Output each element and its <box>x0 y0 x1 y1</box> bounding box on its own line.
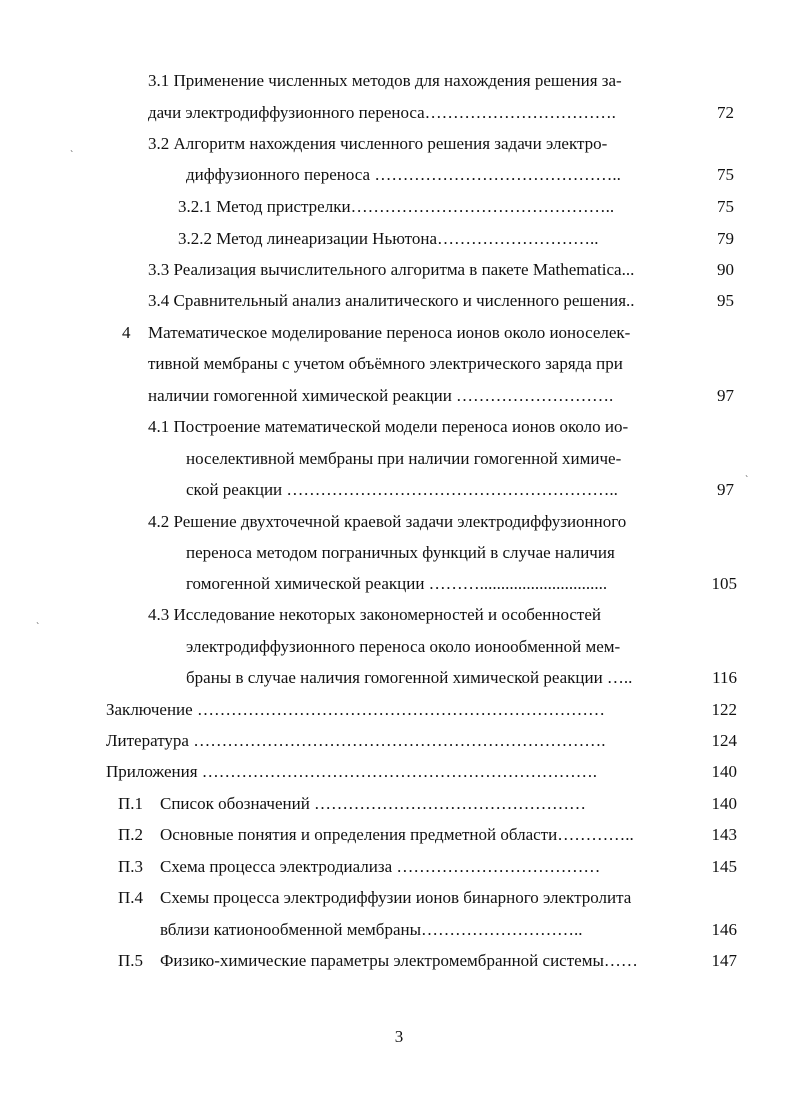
toc-entry-line: 3.3 Реализация вычислительного алгоритма в пакете Mathematica... <box>148 260 635 279</box>
toc-entry-line: Список обозначений ………………………………………… <box>160 794 587 813</box>
toc-entry-line: тивной мембраны с учетом объёмного электрического заряда при <box>148 354 623 373</box>
toc-page-number: 72 <box>717 103 734 122</box>
toc-entry-line: Основные понятия и определения предметной области………….. <box>160 825 634 844</box>
toc-page-number: 145 <box>711 857 737 876</box>
toc-page-number: 116 <box>712 668 737 687</box>
toc-page-number: 95 <box>717 291 734 310</box>
toc-entry-line: гомогенной химической реакции ……….............................. <box>186 574 608 593</box>
toc-appendix-number: П.4 <box>118 888 144 907</box>
toc-page-number: 90 <box>717 260 734 279</box>
toc-entry-line: ской реакции ………………………………………………….. <box>186 480 618 499</box>
toc-page-number: 75 <box>717 165 734 184</box>
toc-entry-line: 4.3 Исследование некоторых закономерностей и особенностей <box>148 605 601 624</box>
toc-page-number: 122 <box>711 700 737 719</box>
toc-entry-line: переноса методом пограничных функций в случае наличия <box>186 543 615 562</box>
toc-appendix-number: П.2 <box>118 825 144 844</box>
toc-entry-line: Физико-химические параметры электромембранной системы…… <box>160 951 638 970</box>
toc-appendix-number: П.1 <box>118 794 144 813</box>
toc-entry-line: Схема процесса электродиализа ……………………………… <box>160 857 601 876</box>
toc-entry-line: вблизи катионообменной мембраны……………………….. <box>160 920 583 939</box>
toc-page-number: 124 <box>711 731 737 750</box>
scan-speck: ˋ <box>36 622 40 633</box>
toc-entry-line: 3.2.2 Метод линеаризации Ньютона……………………….. <box>178 229 599 248</box>
toc-entry-line: Математическое моделирование переноса ионов около ионоселек- <box>148 323 631 342</box>
toc-entry-line: 4.1 Построение математической модели переноса ионов около ио- <box>148 417 629 436</box>
toc-entry-line: наличии гомогенной химической реакции ………………………. <box>148 386 614 405</box>
toc-entry-line: носелективной мембраны при наличии гомогенной химиче- <box>186 449 622 468</box>
toc-page-number: 75 <box>717 197 734 216</box>
toc-entry-line: браны в случае наличия гомогенной химической реакции ….. <box>186 668 633 687</box>
toc-entry-line: электродиффузионного переноса около ионообменной мем- <box>186 637 621 656</box>
toc-entry-line: 3.1 Применение численных методов для нахождения решения за- <box>148 71 622 90</box>
toc-entry-line: 3.2 Алгоритм нахождения численного решения задачи электро- <box>148 134 608 153</box>
toc-entry-line: Литература ………………………………………………………………. <box>106 731 606 750</box>
scan-speck: ˋ <box>70 150 74 161</box>
toc-page-number: 143 <box>711 825 737 844</box>
toc-entry-line: диффузионного переноса …………………………………….. <box>186 165 621 184</box>
toc-page-number: 140 <box>711 794 737 813</box>
scan-speck: ˋ <box>745 475 749 486</box>
toc-entry-line: 3.4 Сравнительный анализ аналитического и численного решения.. <box>148 291 635 310</box>
toc-page-number: 97 <box>717 386 734 405</box>
toc-page-number: 147 <box>711 951 737 970</box>
toc-appendix-number: П.5 <box>118 951 144 970</box>
toc-entry-line: 3.2.1 Метод пристрелки……………………………………….. <box>178 197 615 216</box>
toc-entry-line: Приложения ……………………………………………………………. <box>106 762 598 781</box>
toc-appendix-number: П.3 <box>118 857 144 876</box>
toc-entry-line: дачи электродиффузионного переноса……………………………. <box>148 103 616 122</box>
toc-entry-line: 4.2 Решение двухточечной краевой задачи электродиффузионного <box>148 512 627 531</box>
toc-entry-line: Заключение ……………………………………………………………… <box>106 700 605 719</box>
toc-page-number: 146 <box>711 920 737 939</box>
toc-chapter-number: 4 <box>122 323 131 342</box>
toc-page-number: 105 <box>711 574 737 593</box>
page-number: 3 <box>394 1027 404 1046</box>
toc-page-number: 79 <box>717 229 734 248</box>
toc-page-number: 140 <box>711 762 737 781</box>
toc-entry-line: Схемы процесса электродиффузии ионов бинарного электролита <box>160 888 632 907</box>
toc-page-number: 97 <box>717 480 734 499</box>
